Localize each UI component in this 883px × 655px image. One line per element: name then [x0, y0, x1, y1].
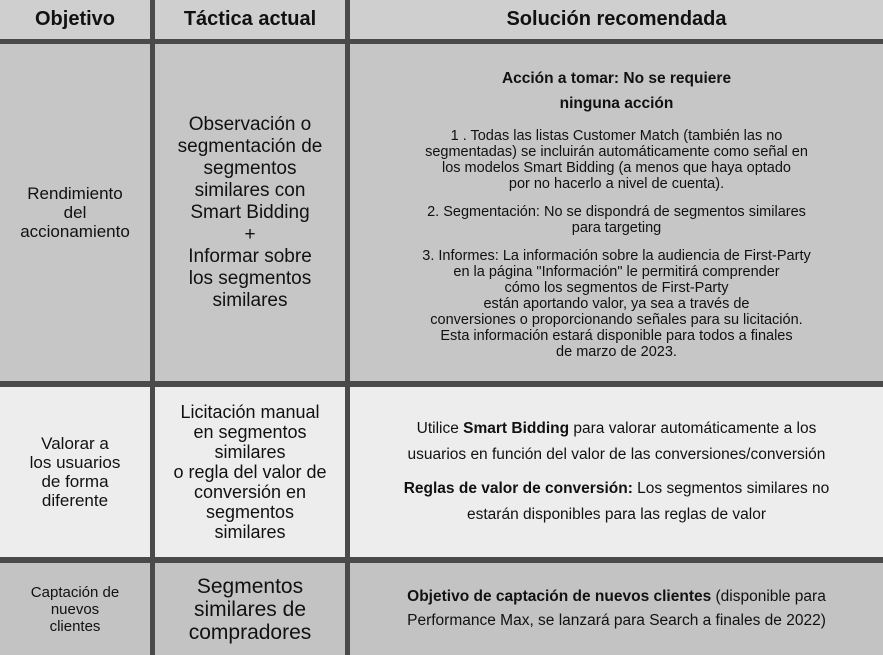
- solution-paragraph-2: 2. Segmentación: No se dispondrá de segmentos similares para targeting: [427, 203, 806, 236]
- new-customer-paragraph: Objetivo de captación de nuevos clientes (disponible para Performance Max, se lanzará para Search a finales de 2022): [407, 588, 826, 629]
- row1-solution: [350, 44, 883, 381]
- header-solution-label: Solución recomendada: [506, 8, 727, 30]
- row3-objective: Captación de nuevos clientes: [0, 563, 150, 655]
- header-solution: [350, 0, 883, 39]
- row2-tactic: Licitación manual en segmentos similares o regla del valor de conversión en segmentos similares: [155, 387, 345, 557]
- row2-objective: Valorar a los usuarios de forma diferente: [0, 387, 150, 557]
- row2-solution: [350, 387, 883, 557]
- header-tactic-label: Táctica actual: [183, 8, 317, 30]
- header-objective: [0, 0, 150, 39]
- solution-paragraph-3: 3. Informes: La información sobre la audiencia de First-Party en la página "Información" le permitirá comprender cómo los segmentos de First-Party están aportando valor, ya sea a través de conversiones o proporcionando señales para su licitación. Esta información estará disponible para todos a finales de marzo de 2023.: [422, 247, 811, 360]
- action-title: Acción a tomar: No se requiere ninguna acción: [501, 69, 732, 112]
- smart-bidding-paragraph: Utilice Smart Bidding para valorar automáticamente a los usuarios en función del valor de las conversiones/conversión: [407, 420, 826, 463]
- header-tactic: [155, 0, 345, 39]
- row1-tactic: Observación o segmentación de segmentos similares con Smart Bidding + Informar sobre los segmentos similares: [155, 44, 345, 381]
- header-objective-label: Objetivo: [34, 8, 115, 30]
- solution-paragraph-1: 1 . Todas las listas Customer Match (también las no segmentadas) se incluirán automáticamente como señal en los modelos Smart Bidding (a menos que haya optado por no hacerlo a nivel de cuenta).: [425, 127, 808, 192]
- row3-tactic: Segmentos similares de compradores: [155, 563, 345, 655]
- row3-solution: [350, 563, 883, 655]
- value-rules-paragraph: Reglas de valor de conversión: Los segmentos similares no estarán disponibles para las reglas de valor: [403, 480, 830, 523]
- row1-objective: Rendimiento del accionamiento: [0, 44, 150, 381]
